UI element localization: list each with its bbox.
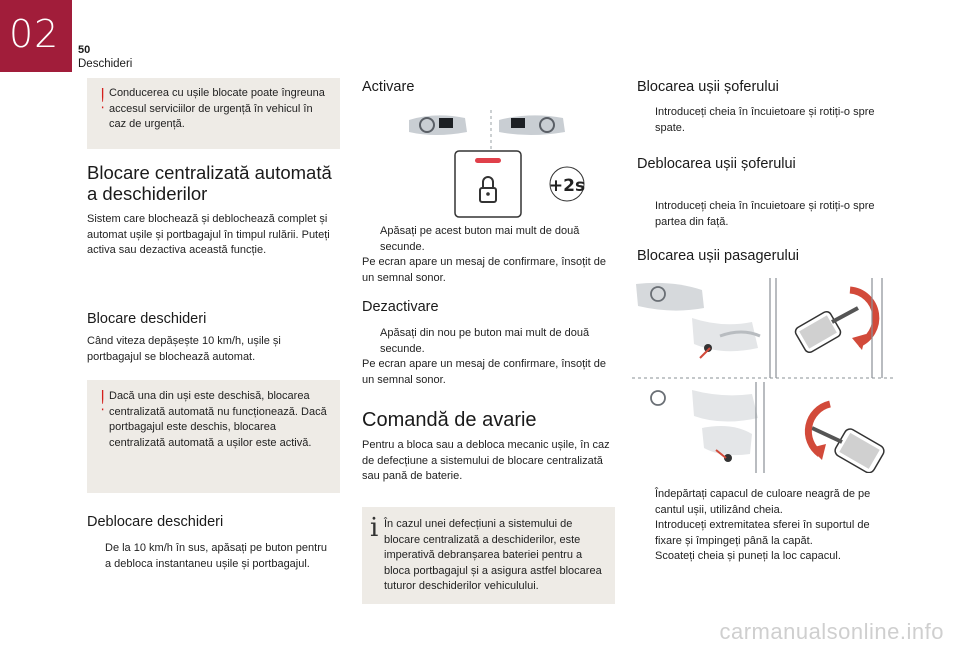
hold-duration-label (549, 167, 585, 201)
list-item (637, 518, 895, 549)
intro-paragraph: Sistem care blochează și deblochează complet și automat ușile și portbagajul în timpul rulării. Puteți activa sau dezactiva această funcție. (87, 213, 330, 256)
list-item-text: Apăsați pe acest buton mai mult de două secunde. (380, 225, 580, 253)
dashboard-left-illustration (409, 115, 467, 135)
lock-heading: Blocare deschideri (87, 311, 207, 327)
dashboard-right-illustration (499, 115, 565, 135)
warning-text: Dacă una din uși este deschisă, blocarea centralizată automată nu funcționează. Dacă portbagajul este deschis, blocarea centralizată automată a ușilor este activă. (109, 390, 327, 449)
central-lock-button-figure (395, 106, 600, 220)
passenger-heading: Blocarea ușii pasagerului (637, 248, 800, 264)
list-item (637, 105, 887, 136)
list-item-text: Apăsați din nou pe buton mai mult de două secunde. (380, 327, 590, 355)
section-title: Blocare centralizată automată a deschiderilor (87, 162, 332, 204)
warning-box (87, 78, 340, 149)
warning-icon: ! (97, 82, 109, 115)
driver-unlock-heading: Deblocarea ușii șoferului (637, 156, 796, 172)
list-item-text: Scoateți cheia și puneți la loc capacul. (655, 550, 841, 562)
page-number: 50 (78, 44, 91, 56)
emergency-paragraph: Pentru a bloca sau a debloca mecanic ușile, în caz de defecțiune a sistemului de blocare centralizată sau pană de baterie. (362, 439, 610, 482)
list-item-text: Îndepărtați capacul de culoare neagră de pe cantul ușii, utilizând cheia. (655, 488, 871, 516)
list-item (637, 199, 887, 230)
list-item-text: Introduceți cheia în încuietoare și rotiți-o spre spate. (655, 106, 875, 134)
list-item (637, 549, 895, 565)
unlock-heading: Deblocare deschideri (87, 514, 224, 530)
info-text: În cazul unei defecțiuni a sistemului de blocare centralizată a deschiderilor, este imperativă debranșarea bateriei pentru a bloca portbagajul și a asigura astfel blocarea tuturor deschiderilor vehiculului. (384, 518, 602, 592)
chapter-number: 02 (9, 12, 60, 56)
list-item-text: Introduceți cheia în încuietoare și rotiți-o spre partea din față. (655, 200, 875, 228)
emergency-heading: Comandă de avarie (362, 409, 537, 431)
door-illustration-top (636, 278, 882, 378)
list-item (87, 541, 327, 572)
info-box (362, 507, 615, 604)
warning-box (87, 380, 340, 493)
section-name: Deschideri (78, 58, 133, 70)
warning-icon: ! (97, 384, 109, 417)
activation-heading: Activare (362, 79, 415, 95)
list-item (362, 224, 612, 255)
deactivation-paragraph: Pe ecran apare un mesaj de confirmare, însoțit de un semnal sonor. (362, 358, 606, 386)
lock-button (455, 151, 521, 217)
warning-text: Conducerea cu ușile blocate poate îngreuna accesul serviciilor de urgență în vehicul în caz de urgență. (109, 87, 325, 130)
passenger-door-figure (632, 278, 894, 473)
list-item (637, 487, 895, 518)
list-item (362, 326, 612, 357)
watermark: carmanualsonline.info (719, 619, 944, 644)
info-icon: i (370, 513, 379, 543)
hold-duration-text: +2s (548, 176, 586, 196)
deactivation-heading: Dezactivare (362, 299, 439, 315)
activation-paragraph: Pe ecran apare un mesaj de confirmare, însoțit de un semnal sonor. (362, 256, 606, 284)
chapter-tab (0, 0, 72, 72)
driver-lock-heading: Blocarea ușii șoferului (637, 79, 779, 95)
lock-paragraph: Când viteza depășește 10 km/h, ușile și portbagajul se blochează automat. (87, 335, 281, 363)
list-item-text: Introduceți extremitatea sferei în suportul de fixare și împingeți până la capăt. (655, 519, 870, 547)
door-illustration-bottom (651, 382, 886, 473)
list-item-text: De la 10 km/h în sus, apăsați pe buton pentru a debloca instantaneu ușile și portbagajul. (105, 542, 327, 570)
